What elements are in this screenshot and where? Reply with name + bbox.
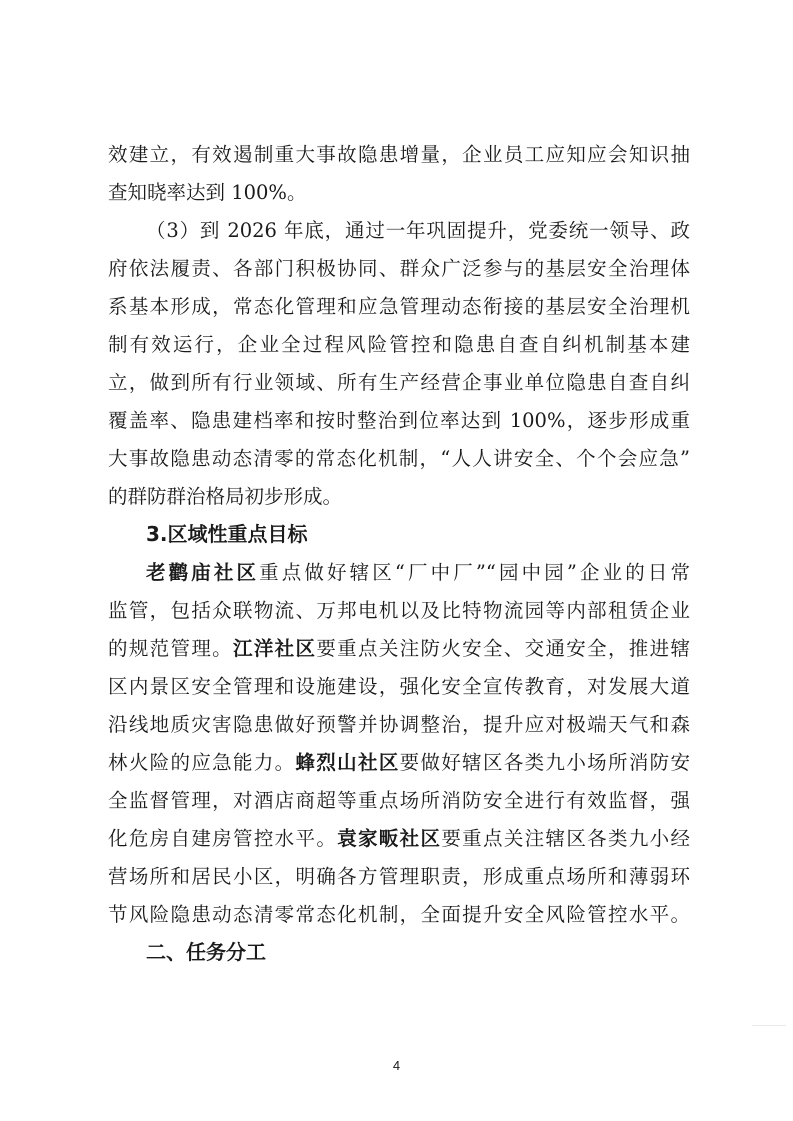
paragraph-line: （3）到 2026 年底，通过一年巩固提升，党委统一领导、政 [146,219,690,242]
paragraph-line: 林火险的应急能力。蜂烈山社区要做好辖区各类九小场所消防安 [108,751,690,774]
page-number: 4 [392,1058,401,1073]
paragraph-line: 系基本形成，常态化管理和应急管理动态衔接的基层安全治理机 [108,295,690,318]
paragraph-line: 全监督管理，对酒店商超等重点场所消防安全进行有效监督，强 [108,789,690,812]
paragraph-line: 立，做到所有行业领域、所有生产经营企事业单位隐患自查自纠 [108,371,690,394]
paragraph-line: 沿线地质灾害隐患做好预警并协调整治，提升应对极端天气和森 [108,713,690,736]
paragraph-line: 老鹳庙社区重点做好辖区“厂中厂”“园中园”企业的日常 [146,561,690,584]
community-name: 老鹳庙社区 [146,561,260,584]
community-name: 蜂烈山社区 [295,751,400,774]
community-name: 袁家畈社区 [337,827,442,850]
section-heading: 二、任务分工 [146,940,266,964]
paragraph-line: 查知晓率达到 100%。 [108,181,307,204]
paragraph-line: 区内景区安全管理和设施建设，强化安全宣传教育，对发展大道 [108,675,690,698]
paragraph-line: 监管，包括众联物流、万邦电机以及比特物流园等内部租赁企业 [108,599,690,622]
paragraph-line: 制有效运行，企业全过程风险管控和隐患自查自纠机制基本建 [108,333,690,356]
scan-edge-mark [752,1025,786,1026]
paragraph-line: 节风险隐患动态清零常态化机制，全面提升安全风险管控水平。 [108,903,690,926]
paragraph-line: 的群防群治格局初步形成。 [108,485,343,508]
paragraph-line: 效建立，有效遏制重大事故隐患增量，企业员工应知应会知识抽 [108,143,690,166]
paragraph-line: 覆盖率、隐患建档率和按时整治到位率达到 100%，逐步形成重 [108,409,690,432]
paragraph-line: 大事故隐患动态清零的常态化机制，“人人讲安全、个个会应急” [108,447,690,470]
paragraph-line: 化危房自建房管控水平。袁家畈社区要重点关注辖区各类九小经 [108,827,690,850]
paragraph-line: 府依法履责、各部门积极协同、群众广泛参与的基层安全治理体 [108,257,690,280]
community-name: 江洋社区 [233,637,317,660]
paragraph-line: 营场所和居民小区，明确各方管理职责，形成重点场所和薄弱环 [108,865,690,888]
paragraph-line: 的规范管理。江洋社区要重点关注防火安全、交通安全，推进辖 [108,637,690,660]
section-heading: 3.区域性重点目标 [146,522,308,546]
